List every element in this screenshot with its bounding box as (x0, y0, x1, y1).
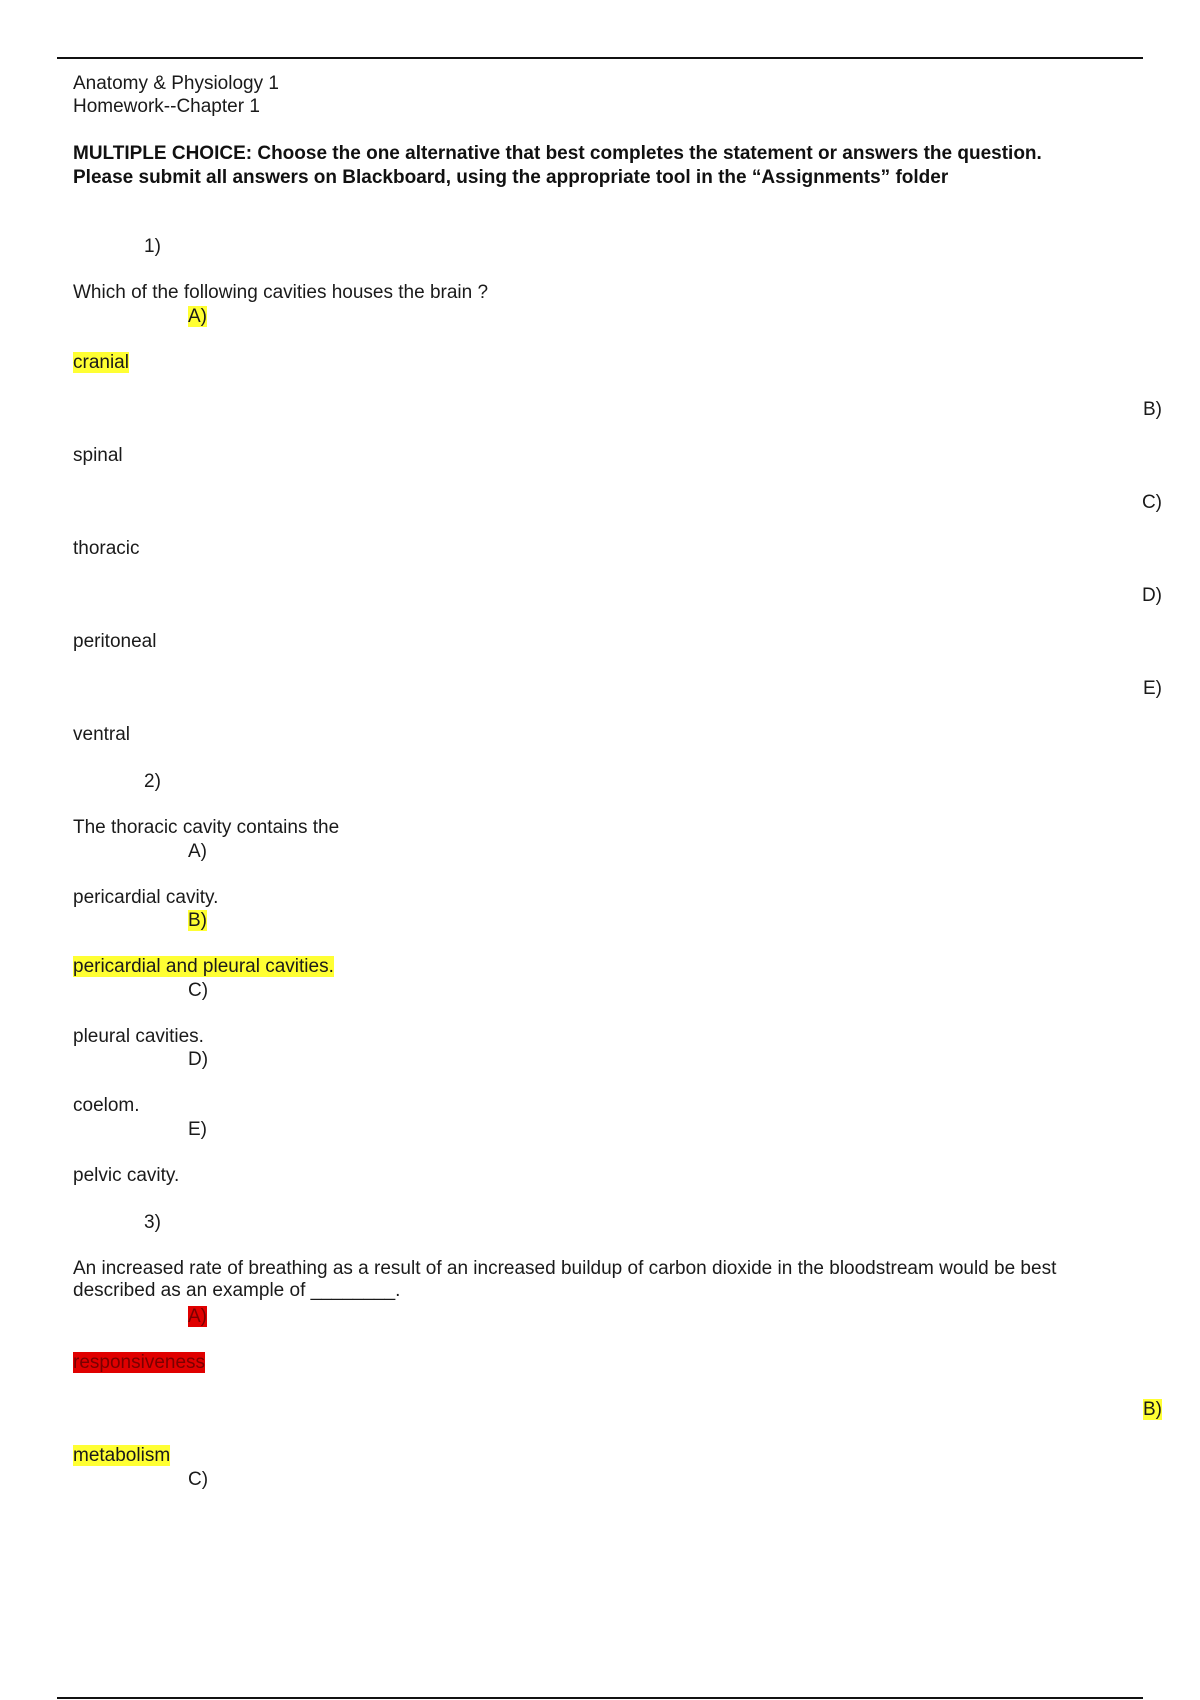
question-1-option-d-letter: D) (1141, 585, 1162, 606)
top-rule (57, 57, 1143, 59)
question-3-option-c-letter: C) (188, 1469, 209, 1490)
question-3-option-a-text: responsiveness (73, 1352, 206, 1373)
question-2-option-b-text: pericardial and pleural cavities. (73, 956, 334, 977)
question-1-number: 1) (144, 236, 161, 257)
question-2-number: 2) (144, 771, 161, 792)
question-2-option-a-letter: A) (188, 841, 207, 862)
question-1-option-e-text: ventral (73, 724, 131, 745)
question-2-option-e-text: pelvic cavity. (73, 1165, 180, 1186)
question-3-number: 3) (144, 1212, 161, 1233)
instructions (73, 142, 1153, 190)
question-1-option-e-letter: E) (1143, 678, 1162, 699)
question-2-text: The thoracic cavity contains the (73, 817, 340, 838)
question-1-option-a-letter: A) (188, 306, 207, 327)
question-2-option-e-letter: E) (188, 1119, 207, 1140)
question-3-text: An increased rate of breathing as a result of an increased buildup of carbon dioxide in the bloodstream would be best described as an example of ________. (73, 1258, 1057, 1301)
question-2-option-b-letter: B) (188, 910, 207, 931)
question-1-option-b-text: spinal (73, 445, 123, 466)
instructions-line-1: MULTIPLE CHOICE: Choose the one alternative that best completes the statement or answers the question. (73, 143, 1042, 164)
question-3-option-b-letter: B) (1143, 1399, 1162, 1420)
question-1-option-b-letter: B) (1143, 399, 1162, 420)
instructions-line-2: Please submit all answers on Blackboard, using the appropriate tool in the “Assignments” folder (73, 167, 949, 188)
question-2-option-d-text: coelom. (73, 1095, 140, 1116)
question-2-option-a-text: pericardial cavity. (73, 887, 219, 908)
course-title: Anatomy & Physiology 1 (73, 73, 279, 94)
bottom-rule (57, 1697, 1143, 1699)
question-3-option-b-text: metabolism (73, 1445, 171, 1466)
question-1-option-d-text: peritoneal (73, 631, 157, 652)
question-1-option-a-text: cranial (73, 352, 129, 373)
question-1-option-c-letter: C) (1141, 492, 1162, 513)
question-1-option-c-text: thoracic (73, 538, 140, 559)
question-2-option-d-letter: D) (188, 1049, 209, 1070)
question-3-option-a-letter: A) (188, 1306, 207, 1327)
question-2-option-c-letter: C) (188, 980, 209, 1001)
question-1-text: Which of the following cavities houses the brain ? (73, 282, 489, 303)
question-2-option-c-text: pleural cavities. (73, 1026, 204, 1047)
homework-title: Homework--Chapter 1 (73, 96, 260, 117)
